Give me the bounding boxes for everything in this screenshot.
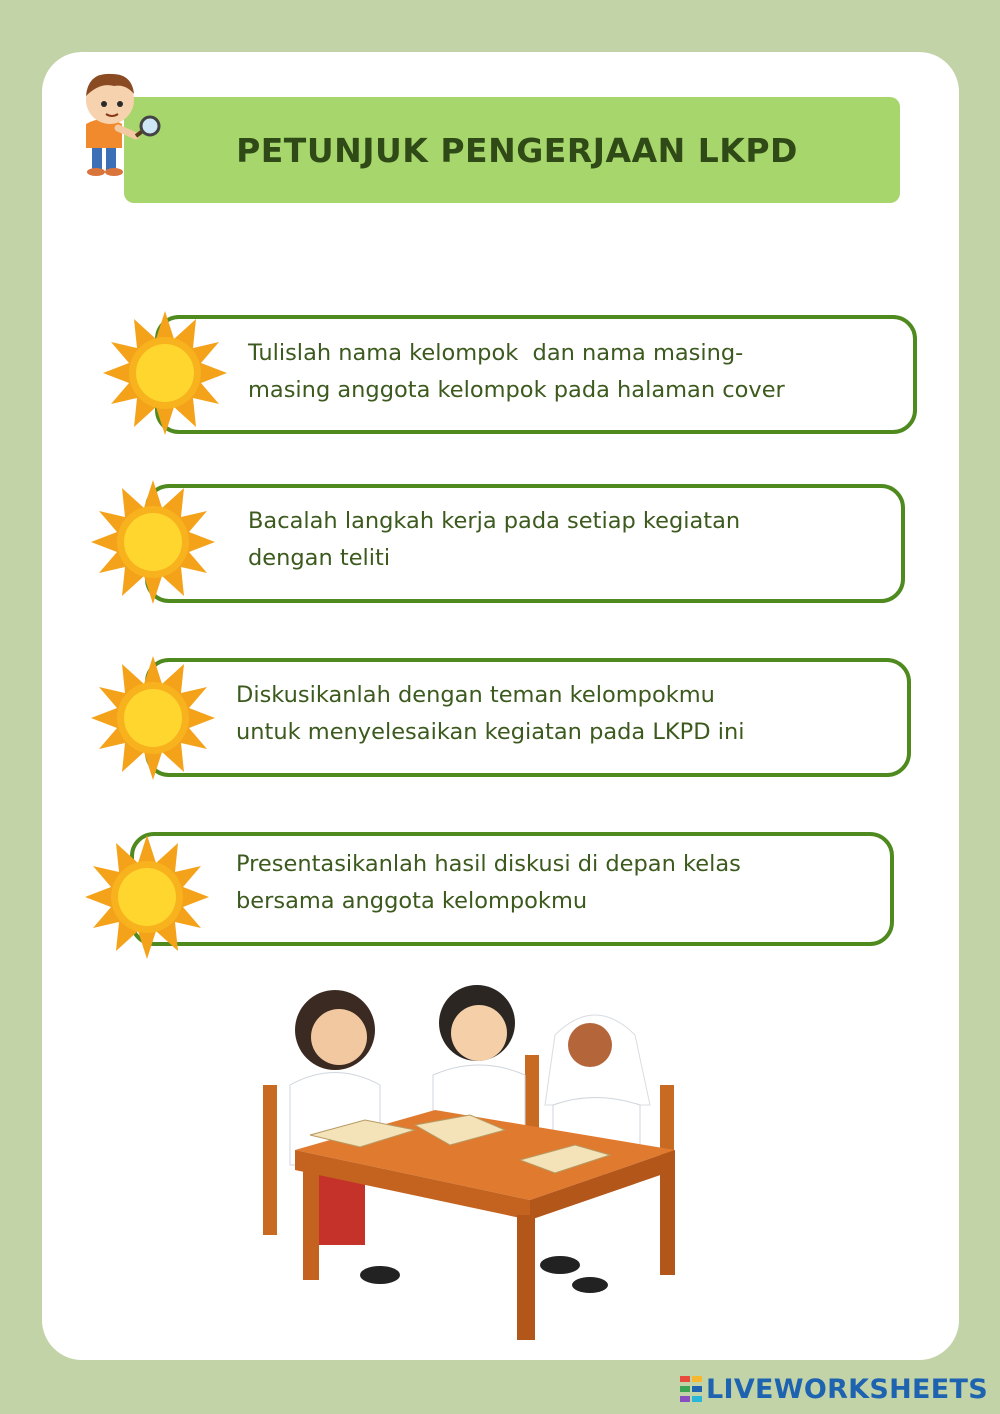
title-banner: [124, 97, 900, 203]
page-title: PETUNJUK PENGERJAAN LKPD: [236, 130, 798, 170]
sun-icon: [100, 308, 230, 438]
brand-name: LIVEWORKSHEETS: [705, 1373, 988, 1405]
liveworksheets-logo-icon: [680, 1376, 702, 1402]
sun-icon: [88, 477, 218, 607]
students-studying-illustration: [255, 975, 695, 1345]
sun-icon: [88, 653, 218, 783]
liveworksheets-brand: [680, 1372, 988, 1406]
step-text-1: Tulislah nama kelompok dan nama masing- masing anggota kelompok pada halaman cover: [248, 340, 785, 403]
step-text-2: Bacalah langkah kerja pada setiap kegiatan dengan teliti: [248, 508, 741, 571]
sun-icon: [82, 832, 212, 962]
step-text-4: Presentasikanlah hasil diskusi di depan kelas bersama anggota kelompokmu: [236, 851, 741, 914]
step-text-3: Diskusikanlah dengan teman kelompokmu untuk menyelesaikan kegiatan pada LKPD ini: [236, 682, 745, 745]
boy-with-magnifying-glass-icon: [70, 66, 170, 182]
